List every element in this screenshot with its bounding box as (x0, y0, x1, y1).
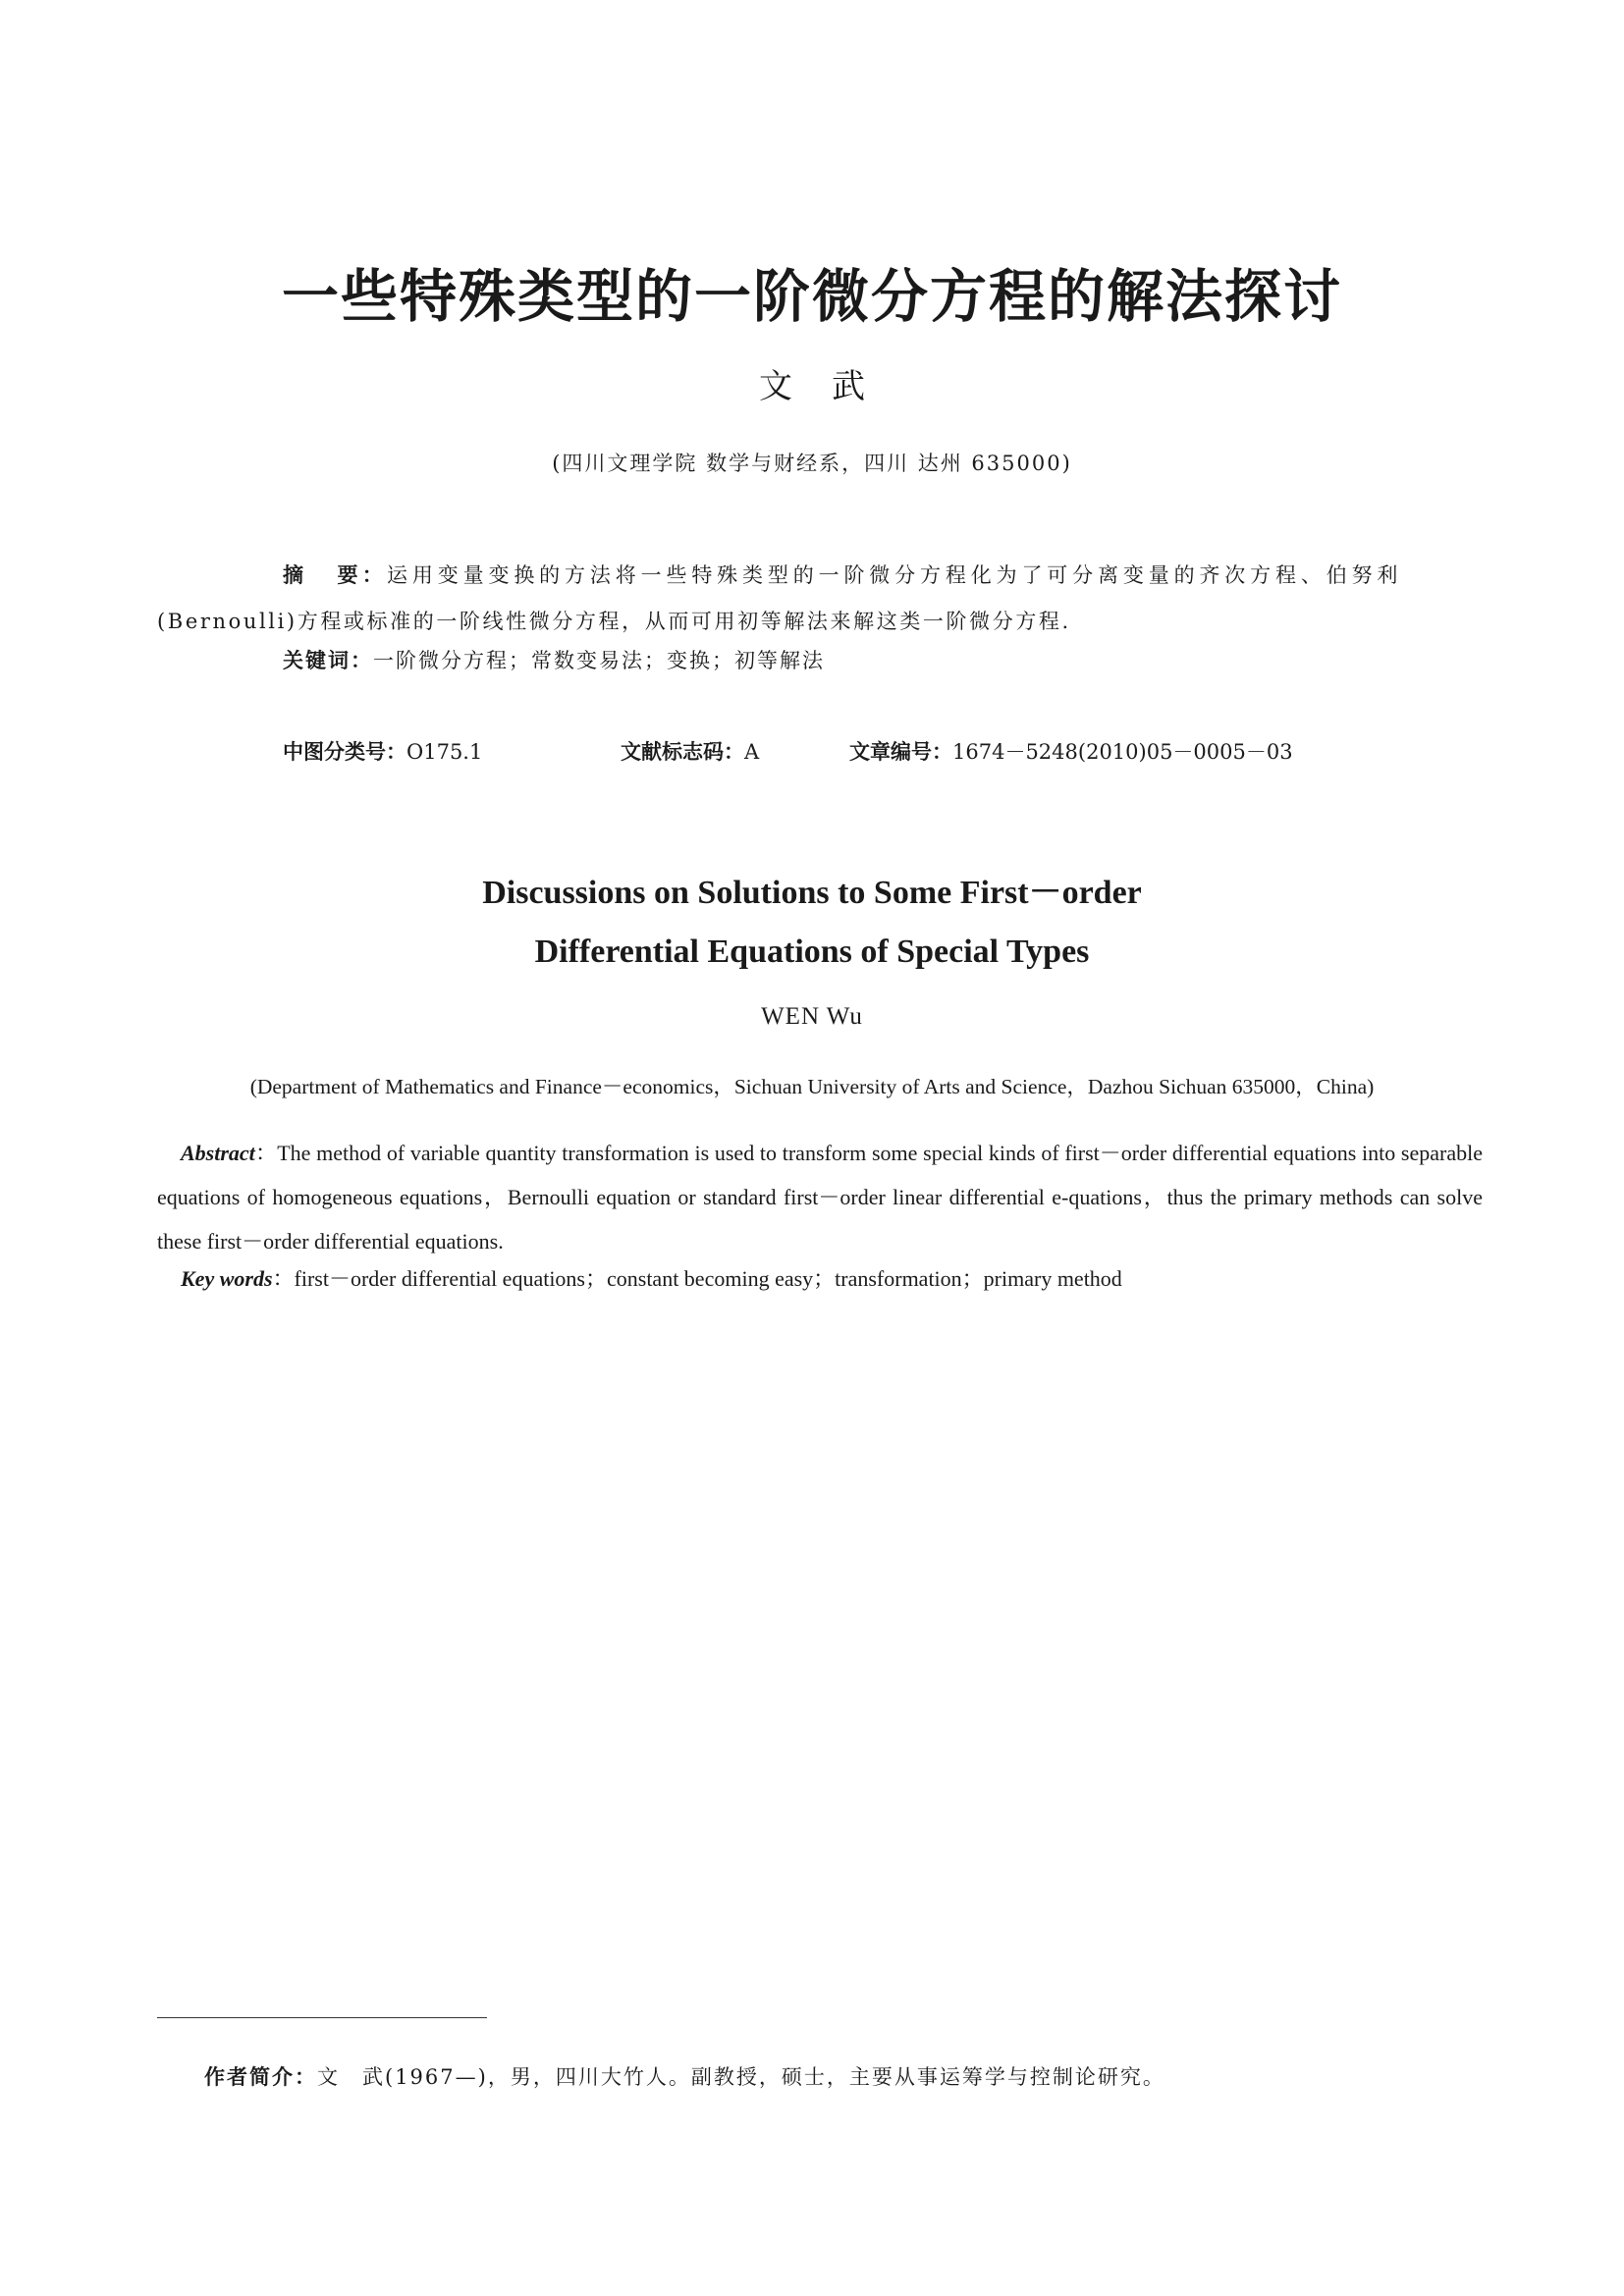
author-footnote (204, 2061, 1165, 2093)
chinese-abstract-text: 运用变量变换的方法将一些特殊类型的一阶微分方程化为了可分离变量的齐次方程、伯努利(Bernoulli)方程或标准的一阶线性微分方程，从而可用初等解法来解这类一阶微分方程. (157, 563, 1401, 633)
english-abstract (157, 1131, 1483, 1263)
chinese-title: 一些特殊类型的一阶微分方程的解法探讨 (281, 263, 1342, 330)
english-keywords (181, 1263, 1122, 1295)
english-title-line-1: Discussions on Solutions to Some First－order (482, 875, 1142, 911)
clc-number (283, 736, 482, 768)
english-affiliation: (Department of Mathematics and Finance－economics，Sichuan University of Arts and Science，Dazhou Sichuan 635000，China) (249, 1075, 1375, 1098)
chinese-author: 文武 (759, 367, 904, 406)
chinese-keywords (283, 645, 825, 676)
footnote-text: 文 武(1967—)，男，四川大竹人。副教授，硕士，主要从事运筹学与控制论研究。 (317, 2065, 1165, 2089)
article-number-label: 文章编号： (849, 740, 952, 764)
article-number-value: 1674－5248(2010)05－0005－03 (952, 740, 1293, 764)
clc-value: O175.1 (406, 740, 483, 764)
article-number (849, 736, 1293, 768)
chinese-abstract (157, 553, 1400, 645)
document-code-value: A (744, 740, 760, 764)
english-author: WEN Wu (761, 1003, 863, 1030)
english-title-line-2: Differential Equations of Special Types (534, 934, 1090, 970)
english-title (0, 864, 1624, 982)
footnote-divider (157, 2017, 487, 2018)
chinese-affiliation: (四川文理学院 数学与财经系，四川 达州 635000) (552, 452, 1072, 475)
chinese-keywords-label: 关键词： (283, 649, 373, 672)
english-keywords-text: ：first－order differential equations；constant becoming easy；transformation；primary method (272, 1266, 1122, 1291)
chinese-abstract-label: 摘 要： (283, 563, 388, 587)
document-code-label: 文献标志码： (621, 740, 744, 764)
english-keywords-label: Key words (181, 1266, 273, 1291)
clc-label: 中图分类号： (283, 740, 406, 764)
english-abstract-text: ：The method of variable quantity transformation is used to transform some special kinds of first－order differential equations into separable equations of homogeneous equations，Bernoulli equation or standard first－order linear differential e-quations，thus the primary methods can solve these first－order differential equations. (157, 1141, 1483, 1254)
english-abstract-label: Abstract (181, 1141, 255, 1165)
footnote-label: 作者简介： (204, 2065, 317, 2089)
document-code (621, 736, 759, 768)
chinese-keywords-text: 一阶微分方程；常数变易法；变换；初等解法 (373, 649, 825, 672)
